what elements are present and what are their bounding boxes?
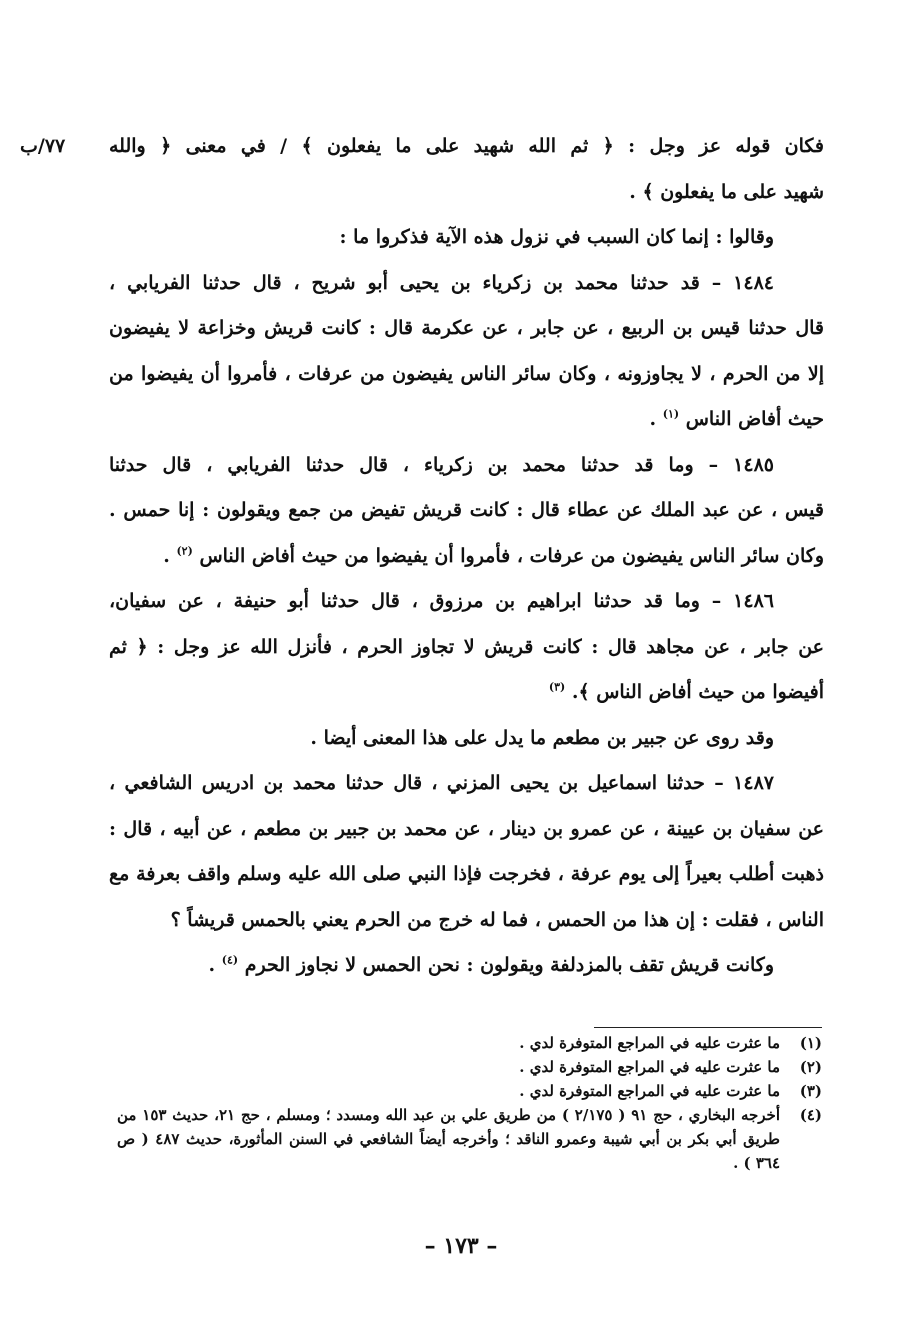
folio-reference: ٧٧/ب	[20, 135, 66, 157]
text-line: شهيد على ما يفعلون ﴾ .	[629, 180, 824, 203]
footnote-ref: (٤)	[221, 953, 239, 967]
footnote-text: ما عثرت عليه في المراجع المتوفرة لدي .	[519, 1082, 780, 1100]
page-number: – ١٧٣ –	[424, 1233, 498, 1259]
text-line: قيس ، عن عبد الملك عن عطاء قال : كانت قريش تفيض من جمع ويقولون : إنا حمس .	[109, 499, 824, 521]
paragraph	[109, 215, 824, 261]
text-line: عن جابر ، عن مجاهد قال : كانت قريش لا تجاوز الحرم ، فأنزل الله عز وجل : ﴿ ثم	[109, 635, 824, 658]
main-text	[109, 124, 824, 989]
hadith-1484	[109, 261, 824, 443]
hadith-1487	[109, 761, 824, 943]
footnote-number: (٣)	[799, 1082, 822, 1100]
paragraph	[109, 943, 824, 989]
hadith-1485	[109, 443, 824, 580]
text-line: ١٤٨٥ – وما قد حدثنا محمد بن زكرياء ، قال حدثنا الفريابي ، قال حدثنا	[109, 453, 774, 476]
footnote	[117, 1055, 822, 1079]
footnote-number: (١)	[799, 1034, 822, 1052]
footnote-ref: (٢)	[176, 544, 193, 558]
footnotes	[117, 1031, 822, 1175]
text-line: الناس ، فقلت : إن هذا من الحمس ، فما له خرج من الحرم يعني بالحمس قريشاً ؟	[170, 908, 824, 931]
text-line-content: وكانت قريش تقف بالمزدلفة ويقولون : نحن الحمس لا نجاوز الحرم	[244, 954, 774, 976]
footnote	[117, 1103, 822, 1175]
footnote-text: أخرجه البخاري ، حج ٩١ ( ٢/١٧٥ ) من طريق علي بن عبد الله ومسدد ؛ ومسلم ، حج ٢١، حديث ١٥٣ من طريق أبي بكر بن أبي شيبة وعمرو الناقد ؛ وأخرجه أيضاً الشافعي في السنن المأثورة، حديث ٤٨٧ ( ص ٣٦٤ ) .	[117, 1106, 780, 1172]
text-line: ١٤٨٧ – حدثنا اسماعيل بن يحيى المزني ، قال حدثنا محمد بن ادريس الشافعي ،	[109, 772, 774, 794]
text-line: ١٤٨٦ – وما قد حدثنا ابراهيم بن مرزوق ، قال حدثنا أبو حنيفة ، عن سفيان،	[109, 590, 774, 612]
text-line-content: حيث أفاض الناس	[685, 408, 824, 430]
footnote-text: ما عثرت عليه في المراجع المتوفرة لدي .	[519, 1058, 780, 1076]
text-line: وقالوا : إنما كان السبب في نزول هذه الآية فذكروا ما :	[339, 226, 774, 248]
hadith-1486	[109, 579, 824, 716]
text-line: ذهبت أطلب بعيراً إلى يوم عرفة ، فخرجت فإذا النبي صلى الله عليه وسلم واقف بعرفة مع	[109, 863, 824, 885]
footnote-ref: (١)	[662, 407, 680, 421]
text-line: إلا من الحرم ، لا يجاوزونه ، وكان سائر الناس يفيضون من عرفات ، فأمروا أن يفيضوا من	[109, 362, 824, 385]
text-line: ١٤٨٤ – قد حدثنا محمد بن زكرياء بن يحيى أبو شريح ، قال حدثنا الفريابي ،	[109, 271, 774, 294]
text-line: وكان سائر الناس يفيضون من عرفات ، فأمروا أن يفيضوا من حيث أفاض الناس $^{(٢)}$ .	[163, 544, 824, 567]
text-line: حيث أفاض الناس $^{(١)}$ .	[649, 407, 824, 430]
text-line: فكان قوله عز وجل : ﴿ ثم الله شهيد على ما يفعلون ﴾ / في معنى ﴿ والله	[109, 135, 824, 157]
text-line-content: وكان سائر الناس يفيضون من عرفات ، فأمروا أن يفيضوا من حيث أفاض الناس	[199, 544, 824, 567]
text-line: عن سفيان بن عيينة ، عن عمرو بن دينار ، عن محمد بن جبير بن مطعم ، عن أبيه ، قال :	[109, 817, 824, 840]
footnote-ref: (٣)	[548, 680, 566, 694]
folio-margin-note	[20, 124, 110, 170]
footnote	[117, 1079, 822, 1103]
text-line	[109, 670, 824, 716]
footnote	[117, 1031, 822, 1055]
footnote-number: (٤)	[799, 1106, 822, 1124]
paragraph	[109, 716, 824, 762]
text-line: وقد روى عن جبير بن مطعم ما يدل على هذا المعنى أيضا .	[310, 726, 774, 749]
paragraph	[109, 124, 824, 215]
text-line-content: أفيضوا من حيث أفاض الناس ﴾.	[571, 681, 824, 703]
footnote-divider	[594, 1027, 822, 1028]
text-line: قال حدثنا قيس بن الربيع ، عن جابر ، عن عكرمة قال : كانت قريش وخزاعة لا يفيضون	[109, 317, 824, 339]
text-line: وكانت قريش تقف بالمزدلفة ويقولون : نحن الحمس لا نجاوز الحرم $^{(٤)}$ .	[208, 953, 774, 976]
footnote-text: ما عثرت عليه في المراجع المتوفرة لدي .	[519, 1034, 780, 1052]
footnote-number: (٢)	[799, 1058, 822, 1076]
